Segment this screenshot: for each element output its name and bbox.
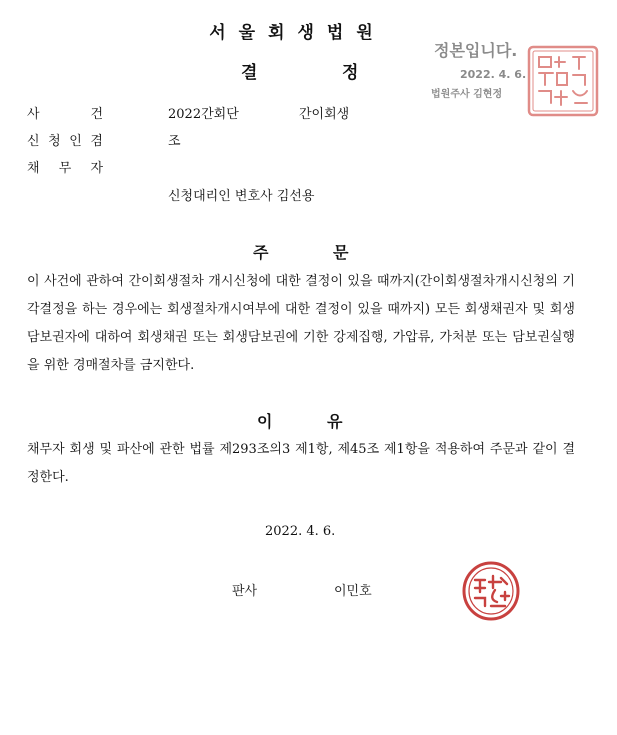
- order-heading-char-1: 주: [253, 243, 269, 262]
- applicant-label: 신 청 인 겸: [27, 134, 103, 149]
- decision-date: 2022. 4. 6.: [265, 524, 336, 539]
- order-text: 이 사건에 관하여 간이회생절차 개시신청에 대한 결정이 있을 때까지(간이회생절차개시신청의 기각결정을 하는 경우에는 회생절차개시여부에 대한 결정이 있을 때까지) 모든 회생채권자 및 회생담보권자에 대하여 회생채권 또는 회생담보권에 기한 강제집행, 가압류, 가처분 또는 담보권실행을 위한 경매절차를 금지한다.: [27, 274, 575, 373]
- reason-text: 채무자 회생 및 파산에 관한 법률 제293조의3 제1항, 제45조 제1항을 적용하여 주문과 같이 결정한다.: [27, 442, 575, 485]
- case-type: 간이회생: [299, 107, 350, 122]
- judge-title: 판사: [232, 584, 258, 599]
- certification-clerk: 법원주사 김현정: [431, 89, 503, 100]
- reason-heading-char-2: 유: [327, 412, 343, 431]
- order-heading-char-2: 문: [333, 243, 349, 262]
- agent-line: 신청대리인 변호사 김선용: [168, 189, 315, 204]
- debtor-label: 채 무 자: [27, 161, 103, 176]
- document-type-char-1: 결: [241, 63, 258, 83]
- case-number: 2022간회단: [168, 107, 239, 122]
- case-label: 사 건: [27, 107, 103, 122]
- certification-title: 정본입니다.: [434, 41, 518, 60]
- certification-date: 2022. 4. 6.: [460, 68, 527, 81]
- applicant-value: 조: [168, 134, 181, 149]
- reason-heading-char-1: 이: [257, 412, 273, 431]
- court-seal-icon: [527, 45, 599, 117]
- judge-seal-icon: [461, 560, 521, 622]
- judge-name: 이민호: [334, 584, 372, 599]
- court-name: 서울회생법원: [209, 23, 386, 43]
- document-type-char-2: 정: [342, 63, 359, 83]
